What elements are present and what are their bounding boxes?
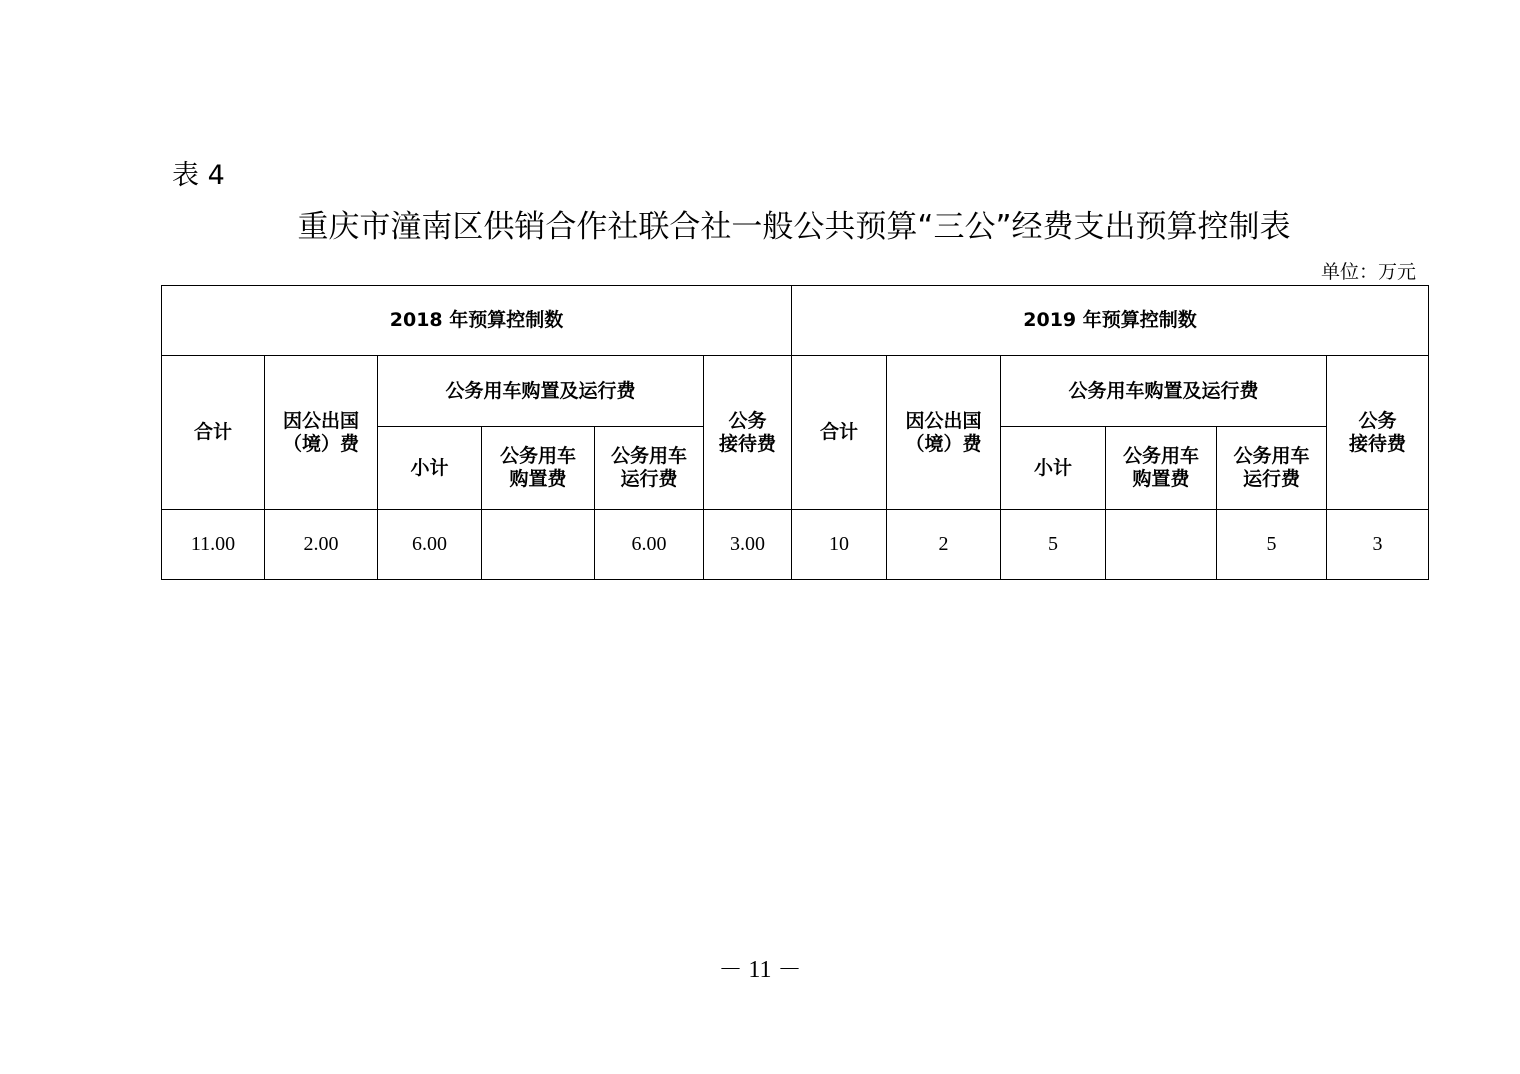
header-reception-2019: 公务 接待费 [1327,356,1429,510]
header-2018-budget: 2018 年预算控制数 [162,286,792,356]
cell-operation-2018: 6.00 [595,510,704,580]
cell-operation-2019: 5 [1217,510,1327,580]
header-subtotal-2019: 小计 [1001,427,1106,510]
header-vehicle-2019: 公务用车购置及运行费 [1001,356,1327,427]
cell-reception-2019: 3 [1327,510,1429,580]
header-2019-budget: 2019 年预算控制数 [792,286,1429,356]
cell-subtotal-2019: 5 [1001,510,1106,580]
header-vehicle-2018: 公务用车购置及运行费 [378,356,704,427]
header-operation-2019: 公务用车 运行费 [1217,427,1327,510]
budget-table [161,285,1429,580]
year-header-row [162,286,1429,356]
cell-reception-2018: 3.00 [704,510,792,580]
cell-total-2019: 10 [792,510,887,580]
cell-purchase-2019 [1106,510,1217,580]
table-label: 表 4 [172,160,225,191]
header-total-2019: 合计 [792,356,887,510]
header-abroad-2019: 因公出国 （境）费 [887,356,1001,510]
header-purchase-2019: 公务用车 购置费 [1106,427,1217,510]
cell-purchase-2018 [482,510,595,580]
header-operation-2018: 公务用车 运行费 [595,427,704,510]
table-row [162,510,1429,580]
page-number: － 11 － [718,957,802,983]
header-reception-2018: 公务 接待费 [704,356,792,510]
header-abroad-2018: 因公出国 （境）费 [265,356,378,510]
unit-label: 单位：万元 [1320,261,1416,283]
cell-abroad-2019: 2 [887,510,1001,580]
cell-abroad-2018: 2.00 [265,510,378,580]
category-header-row [162,356,1429,427]
header-purchase-2018: 公务用车 购置费 [482,427,595,510]
document-title: 重庆市潼南区供销合作社联合社一般公共预算“三公”经费支出预算控制表 [297,209,1291,245]
header-total-2018: 合计 [162,356,265,510]
cell-subtotal-2018: 6.00 [378,510,482,580]
header-subtotal-2018: 小计 [378,427,482,510]
cell-total-2018: 11.00 [162,510,265,580]
